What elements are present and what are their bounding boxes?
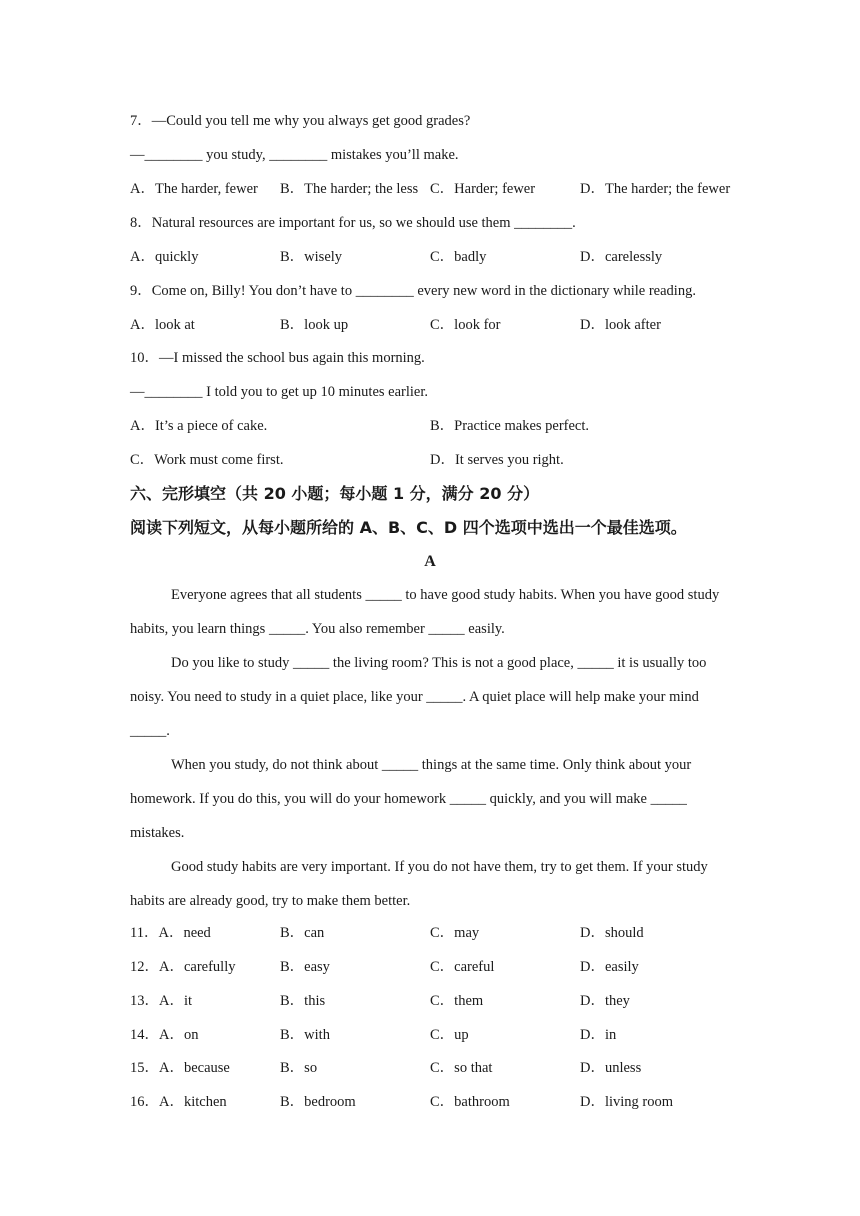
cloze-item-13 [130,992,770,1010]
item-option-d: D．they [580,993,630,1009]
question-9-options [130,316,770,334]
item-option-d: D．in [580,1027,617,1043]
option-d: D．The harder; the fewer [580,181,731,197]
item-option-c: C．up [430,1027,469,1043]
item-option-d: D．unless [580,1060,642,1076]
cloze-item-15 [130,1059,770,1077]
option-a: A．It’s a piece of cake. [130,418,268,434]
option-b: B．look up [280,317,349,333]
item-number: 16． [130,1094,159,1110]
paragraph-3: When you study, do not think about _____ things at the same time. Only think about your homework. If you do this, you will do your homework _____ quickly, and you will make _____ mistakes. [130,757,692,841]
item-option-c: C．may [430,925,480,941]
item-number: 15． [130,1060,159,1076]
item-number: 12． [130,959,159,975]
item-option-c: C．careful [430,959,495,975]
item-number: 14． [130,1027,159,1043]
question-10-reply: —________ I told you to get up 10 minutes earlier. [130,384,429,400]
question-7-options [130,180,770,198]
item-option-d: D．easily [580,959,639,975]
option-d: D．carelessly [580,249,663,265]
question-8-stem: 8．Natural resources are important for us, so we should use them ________. [130,215,576,231]
passage-label: A [424,553,436,570]
question-8-options [130,248,770,266]
cloze-item-11 [130,924,770,942]
item-option-d: D．should [580,925,644,941]
item-option-a: 16．A．kitchen [130,1094,227,1110]
section-instruction: 阅读下列短文，从每小题所给的 A、B、C、D 四个选项中选出一个最佳选项。 [130,518,687,537]
item-option-c: C．them [430,993,484,1009]
option-a: A．look at [130,317,195,333]
option-c: C．Work must come first. [130,452,284,468]
question-7-reply: —________ you study, ________ mistakes you’ll make. [130,147,459,163]
item-option-c: C．bathroom [430,1094,510,1110]
question-10-stem: 10．—I missed the school bus again this morning. [130,350,425,366]
item-number: 13． [130,993,159,1009]
section-title: 六、完形填空（共 20 小题；每小题 1 分，满分 20 分） [130,484,540,503]
cloze-item-12 [130,958,770,976]
item-option-a: 15．A．because [130,1060,230,1076]
item-number: 11． [130,925,159,941]
option-d: D．It serves you right. [430,452,564,468]
question-10-options-row1 [130,417,770,435]
item-option-a: 11．A．need [130,925,211,941]
option-c: C．badly [430,249,487,265]
cloze-item-14 [130,1026,770,1044]
item-option-d: D．living room [580,1094,674,1110]
item-option-b: B．so [280,1060,318,1076]
item-option-b: B．easy [280,959,330,975]
option-c: C．look for [430,317,501,333]
question-7-stem: 7．—Could you tell me why you always get good grades? [130,113,471,129]
option-b: B．The harder; the less [280,181,419,197]
paragraph-2: Do you like to study _____ the living room? This is not a good place, _____ it is usually too noisy. You need to study in a quiet place, like your _____. A quiet place will help make your mind _____. [130,655,707,739]
option-b: B．wisely [280,249,343,265]
option-a: A．quickly [130,249,199,265]
question-9-stem: 9．Come on, Billy! You don’t have to ________ every new word in the dictionary while reading. [130,283,696,299]
item-option-b: B．this [280,993,326,1009]
option-b: B．Practice makes perfect. [430,418,590,434]
option-c: C．Harder; fewer [430,181,536,197]
item-option-a: 13．A．it [130,993,193,1009]
paragraph-1: Everyone agrees that all students _____ to have good study habits. When you have good study habits, you learn things _____. You also remember _____ easily. [130,587,720,637]
option-d: D．look after [580,317,661,333]
item-option-b: B．bedroom [280,1094,356,1110]
item-option-b: B．with [280,1027,330,1043]
question-10-options-row2 [130,451,770,469]
item-option-a: 12．A．carefully [130,959,236,975]
paragraph-4: Good study habits are very important. If you do not have them, try to get them. If your study habits are already good, try to make them better. [130,859,708,909]
option-a: A．The harder, fewer [130,181,258,197]
item-option-b: B．can [280,925,325,941]
item-option-a: 14．A．on [130,1027,199,1043]
item-option-c: C．so that [430,1060,493,1076]
passage-body [130,578,722,918]
cloze-item-16 [130,1093,770,1111]
